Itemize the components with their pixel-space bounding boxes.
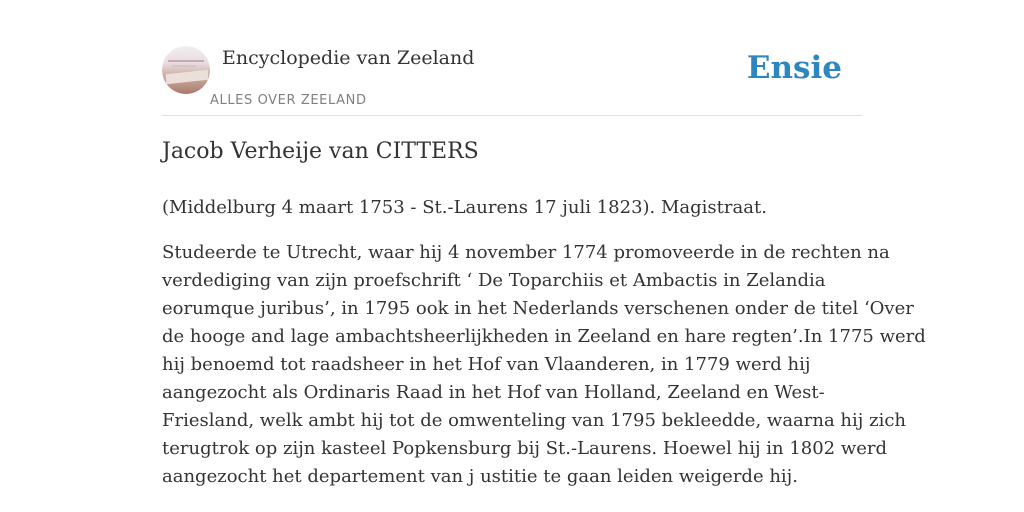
body-line: de hooge and lage ambachtsheerlijkheden in Zeeland en hare regten’.In 1775 werd [162, 326, 926, 347]
body-line: terugtrok op zijn kasteel Popkensburg bij St.-Laurens. Hoewel hij in 1802 werd [162, 438, 888, 459]
site-tagline: ALLES OVER ZEELAND [210, 93, 367, 108]
site-name[interactable]: Encyclopedie van Zeeland [222, 47, 475, 69]
article-title: Jacob Verheije van CITTERS [162, 139, 479, 164]
body-line: Friesland, welk ambt hij tot de omwenteling van 1795 bekleedde, waarna hij zich [162, 410, 906, 431]
body-line: verdediging van zijn proefschrift ‘ De Toparchiis et Ambactis in Zelandia [162, 270, 826, 291]
article-lead: (Middelburg 4 maart 1753 - St.-Laurens 17 juli 1823). Magistraat. [162, 197, 767, 218]
body-line: aangezocht als Ordinaris Raad in het Hof van Holland, Zeeland en West- [162, 382, 825, 403]
body-line: aangezocht het departement van j ustitie te gaan leiden weigerde hij. [162, 466, 798, 487]
body-line: eorumque juribus’, in 1795 ook in het Nederlands verschenen onder de titel ‘Over [162, 298, 914, 319]
body-line: hij benoemd tot raadsheer in het Hof van Vlaanderen, in 1779 werd hij [162, 354, 811, 375]
avatar-stripe [168, 60, 204, 62]
site-header [162, 44, 862, 116]
article-body [162, 239, 926, 491]
body-line: Studeerde te Utrecht, waar hij 4 november 1774 promoveerde in de rechten na [162, 242, 890, 263]
site-avatar[interactable] [162, 46, 210, 94]
ensie-logo[interactable]: Ensie [746, 50, 842, 86]
avatar-page [166, 70, 208, 84]
avatar-stripe [172, 65, 196, 67]
